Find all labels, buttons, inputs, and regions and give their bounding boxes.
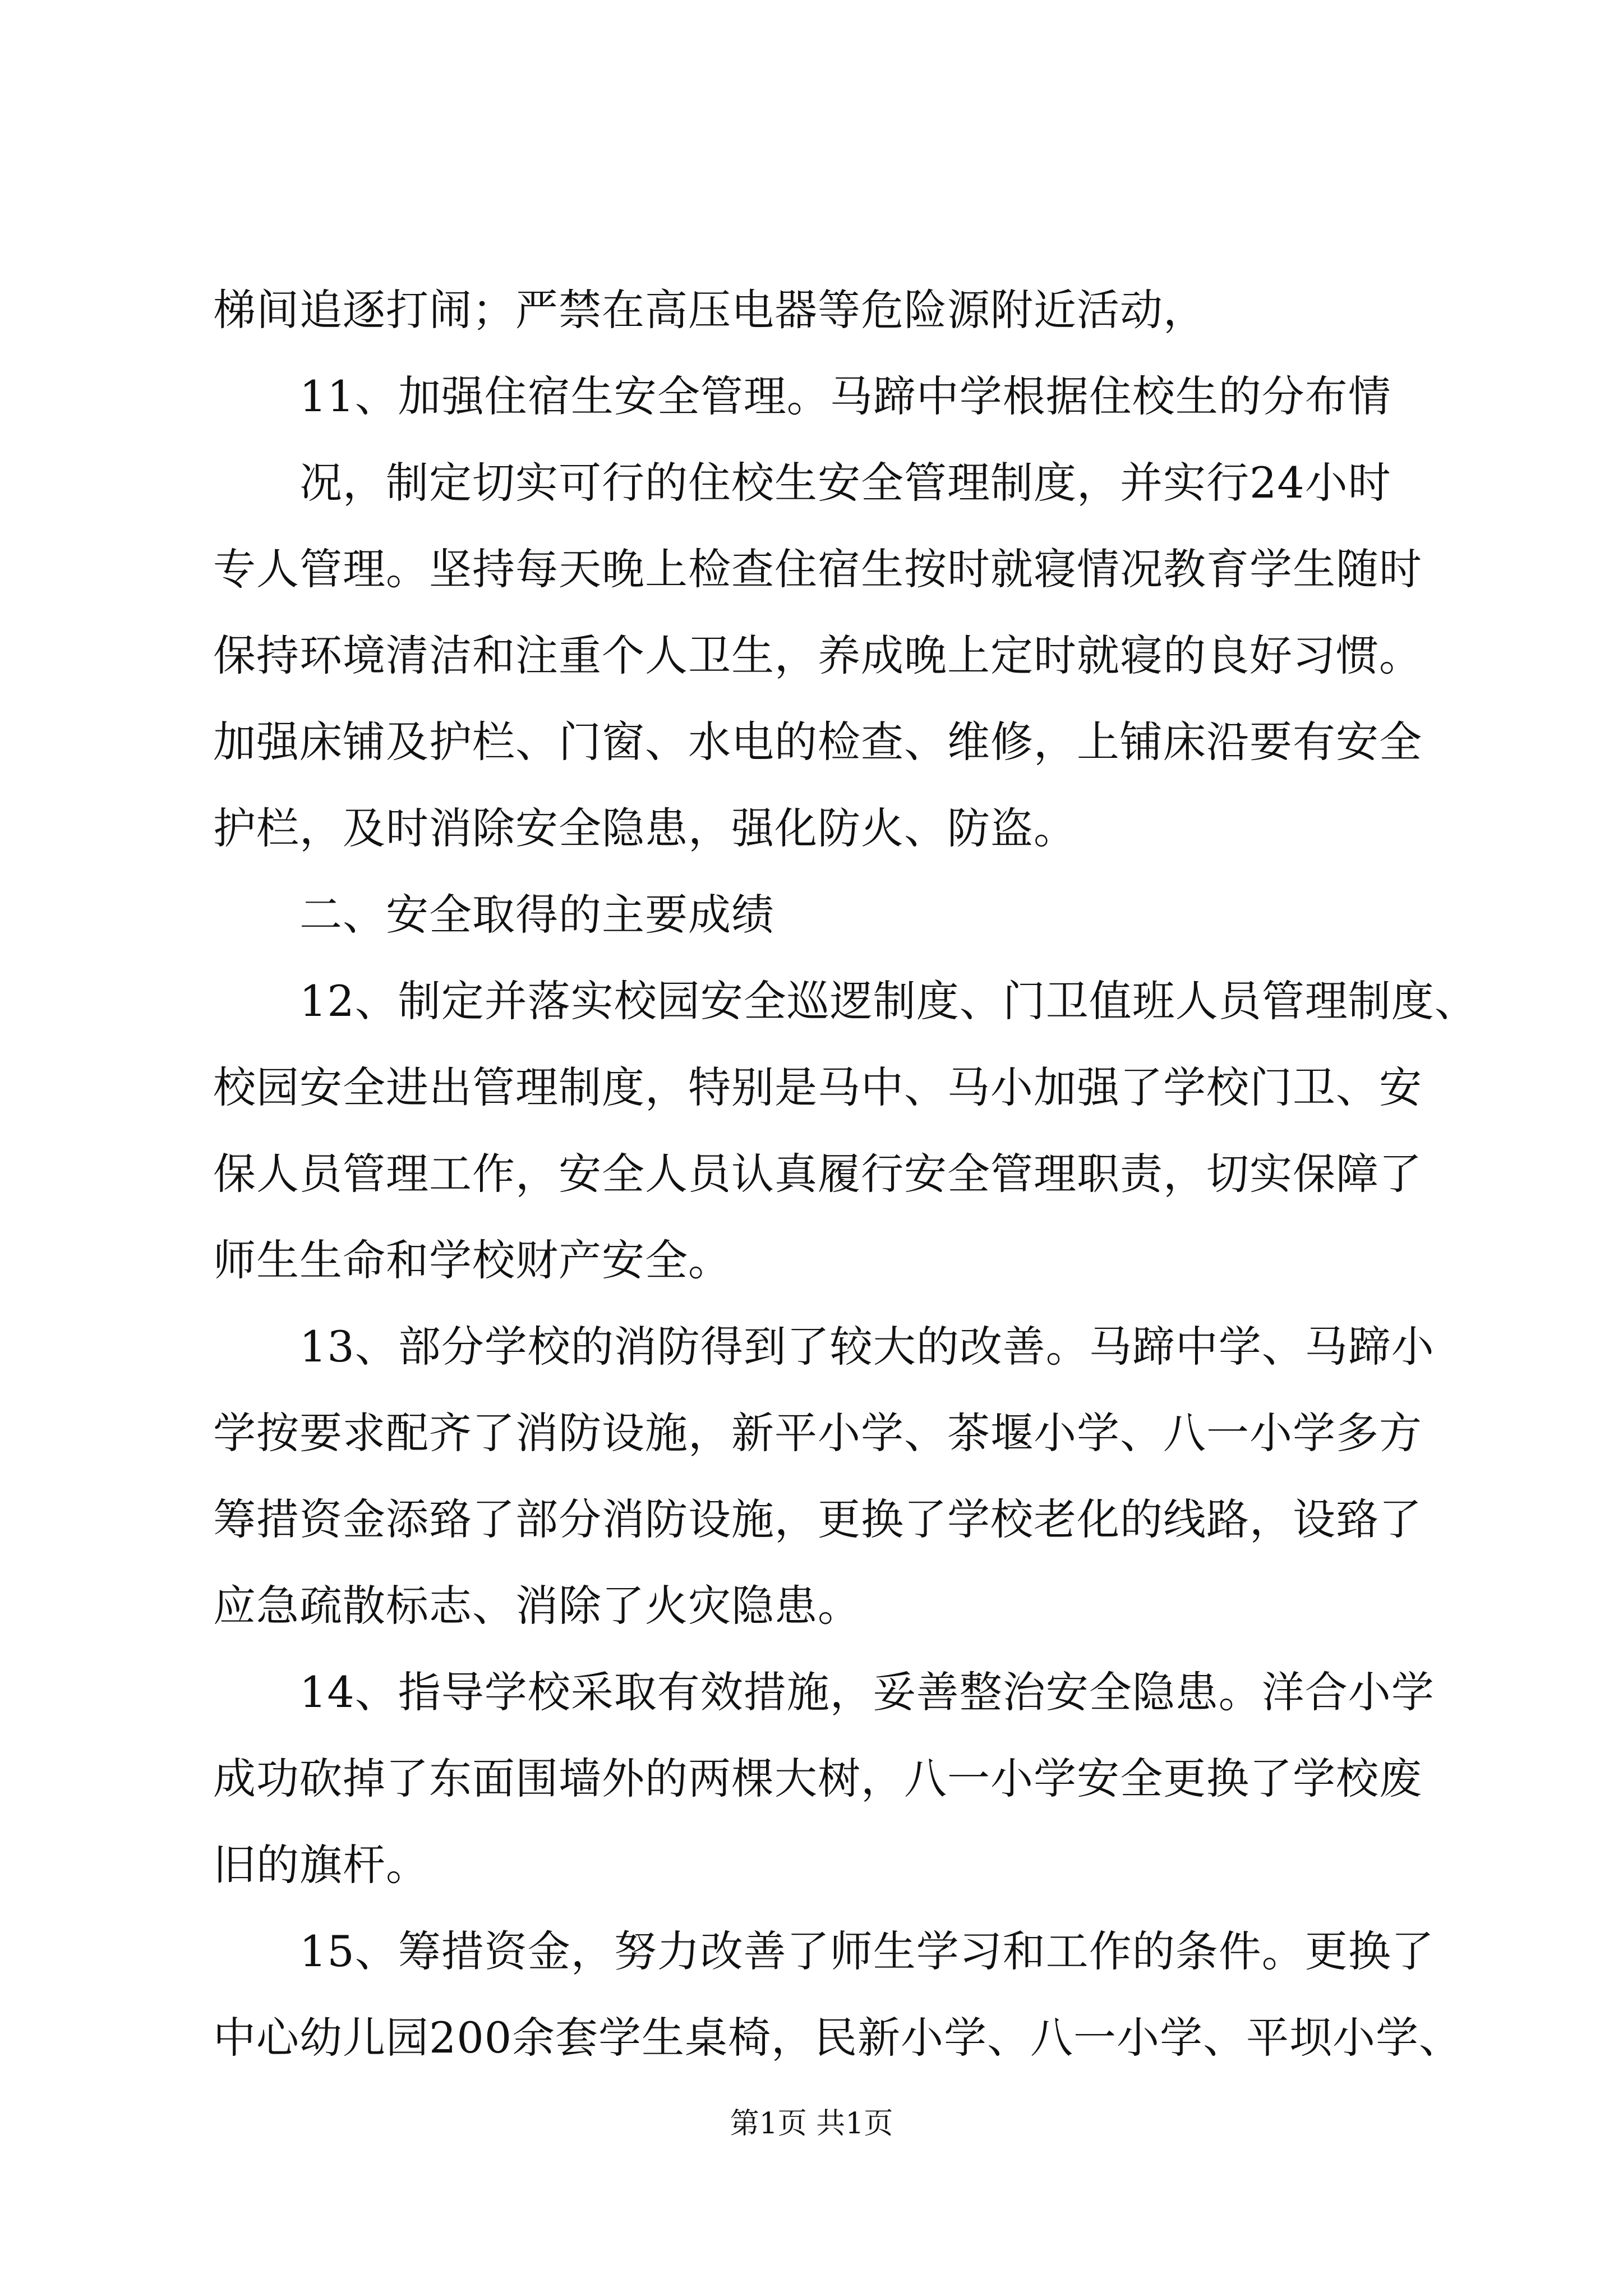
text-line-11: 保人员管理工作，安全人员认真履行安全管理职责，切实保障了 bbox=[213, 1149, 1422, 1199]
text-line-12: 师生生命和学校财产安全。 bbox=[213, 1235, 731, 1285]
page-footer: 第1页 共1页 bbox=[730, 2107, 893, 2141]
text-line-4: 专人管理。坚持每天晚上检查住宿生按时就寝情况教育学生随时 bbox=[213, 544, 1422, 594]
text-line-16: 应急疏散标志、消除了火灾隐患。 bbox=[213, 1581, 861, 1631]
text-line-2: 11、加强住宿生安全管理。马蹄中学根据住校生的分布情 bbox=[213, 371, 1391, 421]
text-line-21: 中心幼儿园200余套学生桌椅，民新小学、八一小学、平坝小学、 bbox=[213, 2013, 1463, 2063]
text-line-13: 13、部分学校的消防得到了较大的改善。马蹄中学、马蹄小 bbox=[213, 1322, 1435, 1372]
text-line-1: 梯间追逐打闹；严禁在高压电器等危险源附近活动， bbox=[213, 285, 1206, 335]
text-line-14: 学按要求配齐了消防设施，新平小学、茶堰小学、八一小学多方 bbox=[213, 1408, 1422, 1458]
text-line-17: 14、指导学校采取有效措施，妥善整治安全隐患。洋合小学 bbox=[213, 1667, 1435, 1717]
text-line-9: 12、制定并落实校园安全巡逻制度、门卫值班人员管理制度、 bbox=[213, 976, 1478, 1026]
text-line-3: 况，制定切实可行的住校生安全管理制度，并实行24小时 bbox=[213, 458, 1391, 508]
text-line-20: 15、筹措资金，努力改善了师生学习和工作的条件。更换了 bbox=[213, 1926, 1435, 1976]
text-line-18: 成功砍掉了东面围墙外的两棵大树，八一小学安全更换了学校废 bbox=[213, 1754, 1422, 1803]
section-heading: 二、安全取得的主要成绩 bbox=[213, 890, 774, 940]
text-line-7: 护栏，及时消除安全隐患，强化防火、防盗。 bbox=[213, 803, 1077, 853]
text-line-5: 保持环境清洁和注重个人卫生，养成晚上定时就寝的良好习惯。 bbox=[213, 631, 1422, 680]
text-line-6: 加强床铺及护栏、门窗、水电的检查、维修，上铺床沿要有安全 bbox=[213, 717, 1422, 767]
text-line-15: 筹措资金添臵了部分消防设施，更换了学校老化的线路，设臵了 bbox=[213, 1494, 1422, 1544]
text-line-19: 旧的旗杆。 bbox=[213, 1840, 429, 1890]
text-line-10: 校园安全进出管理制度，特别是马中、马小加强了学校门卫、安 bbox=[213, 1062, 1422, 1112]
